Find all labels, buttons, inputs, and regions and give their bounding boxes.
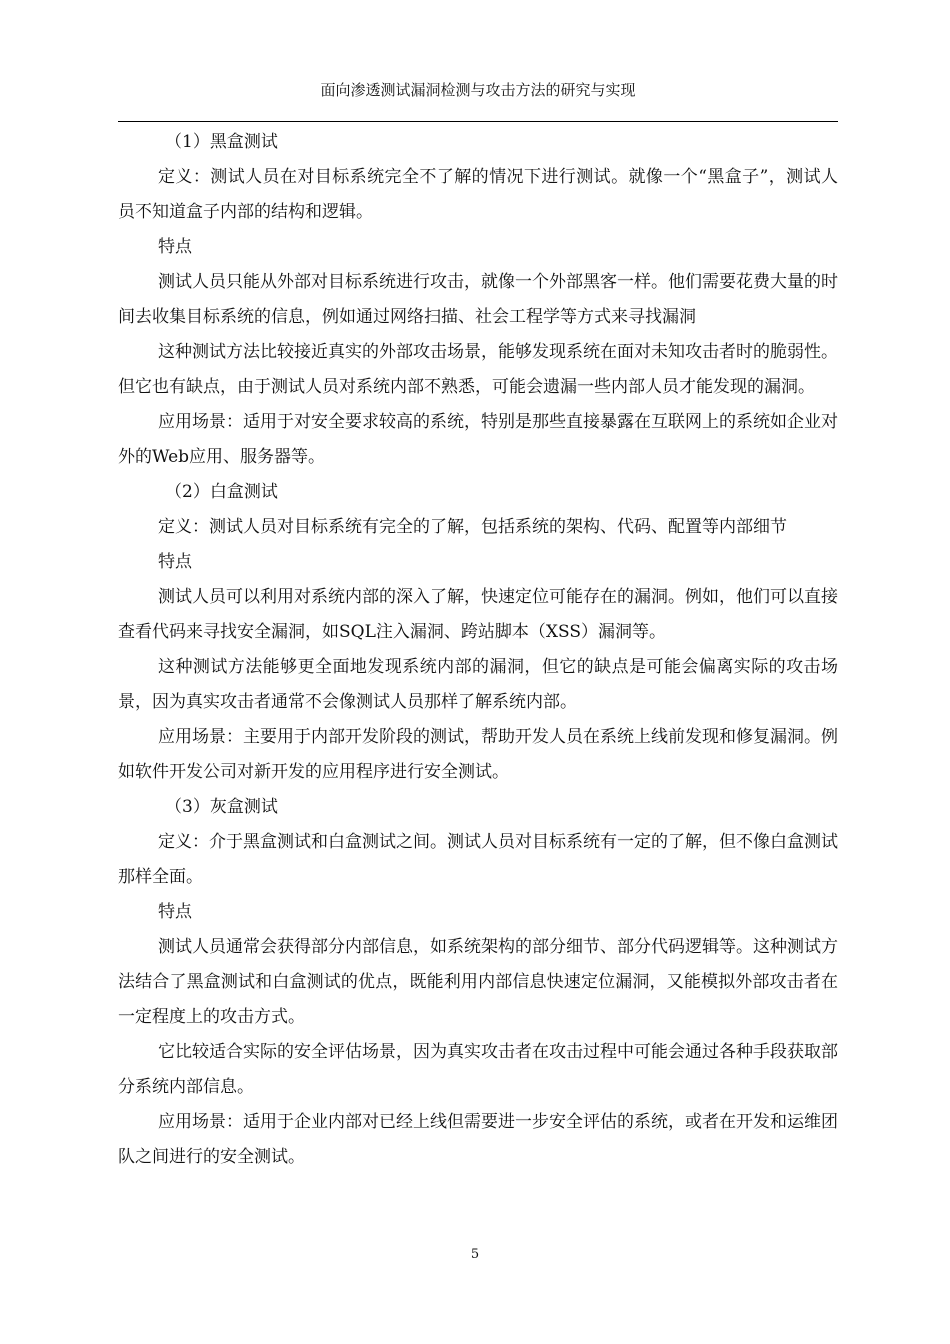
paragraph: 定义：测试人员对目标系统有完全的了解，包括系统的架构、代码、配置等内部细节 bbox=[158, 517, 787, 537]
header-divider bbox=[118, 121, 838, 122]
section-heading-black-box: （1）黑盒测试 bbox=[165, 132, 278, 152]
paragraph: 这种测试方法比较接近真实的外部攻击场景，能够发现系统在面对未知攻击者时的脆弱性。但它也有缺点，由于测试人员对系统内部不熟悉，可能会遗漏一些内部人员才能发现的漏洞。 bbox=[118, 342, 838, 397]
paragraph: 特点 bbox=[158, 902, 192, 922]
paragraph: 测试人员通常会获得部分内部信息，如系统架构的部分细节、部分代码逻辑等。这种测试方法结合了黑盒测试和白盒测试的优点，既能利用内部信息快速定位漏洞，又能模拟外部攻击者在一定程度上的攻击方式。 bbox=[118, 937, 838, 1027]
paragraph: 应用场景：主要用于内部开发阶段的测试，帮助开发人员在系统上线前发现和修复漏洞。例如软件开发公司对新开发的应用程序进行安全测试。 bbox=[118, 727, 838, 782]
paragraph: 定义：介于黑盒测试和白盒测试之间。测试人员对目标系统有一定的了解，但不像白盒测试那样全面。 bbox=[118, 832, 838, 887]
paragraph: 测试人员可以利用对系统内部的深入了解，快速定位可能存在的漏洞。例如，他们可以直接查看代码来寻找安全漏洞，如SQL注入漏洞、跨站脚本（XSS）漏洞等。 bbox=[118, 587, 838, 642]
paragraph: 测试人员只能从外部对目标系统进行攻击，就像一个外部黑客一样。他们需要花费大量的时间去收集目标系统的信息，例如通过网络扫描、社会工程学等方式来寻找漏洞 bbox=[118, 272, 838, 327]
running-header: 面向渗透测试漏洞检测与攻击方法的研究与实现 bbox=[320, 81, 636, 99]
section-heading-white-box: （2）白盒测试 bbox=[165, 482, 278, 502]
document-body bbox=[118, 125, 838, 1175]
paragraph: 应用场景：适用于对安全要求较高的系统，特别是那些直接暴露在互联网上的系统如企业对外的Web应用、服务器等。 bbox=[118, 412, 838, 467]
paragraph: 定义：测试人员在对目标系统完全不了解的情况下进行测试。就像一个“黑盒子”，测试人员不知道盒子内部的结构和逻辑。 bbox=[118, 167, 838, 222]
paragraph: 应用场景：适用于企业内部对已经上线但需要进一步安全评估的系统，或者在开发和运维团队之间进行的安全测试。 bbox=[118, 1112, 838, 1167]
section-heading-gray-box: （3）灰盒测试 bbox=[165, 797, 278, 817]
paragraph: 特点 bbox=[158, 552, 192, 572]
paragraph: 这种测试方法能够更全面地发现系统内部的漏洞，但它的缺点是可能会偏离实际的攻击场景，因为真实攻击者通常不会像测试人员那样了解系统内部。 bbox=[118, 657, 838, 712]
page-number: 5 bbox=[470, 1247, 480, 1262]
paragraph: 特点 bbox=[158, 237, 192, 257]
paragraph: 它比较适合实际的安全评估场景，因为真实攻击者在攻击过程中可能会通过各种手段获取部分系统内部信息。 bbox=[118, 1042, 838, 1097]
